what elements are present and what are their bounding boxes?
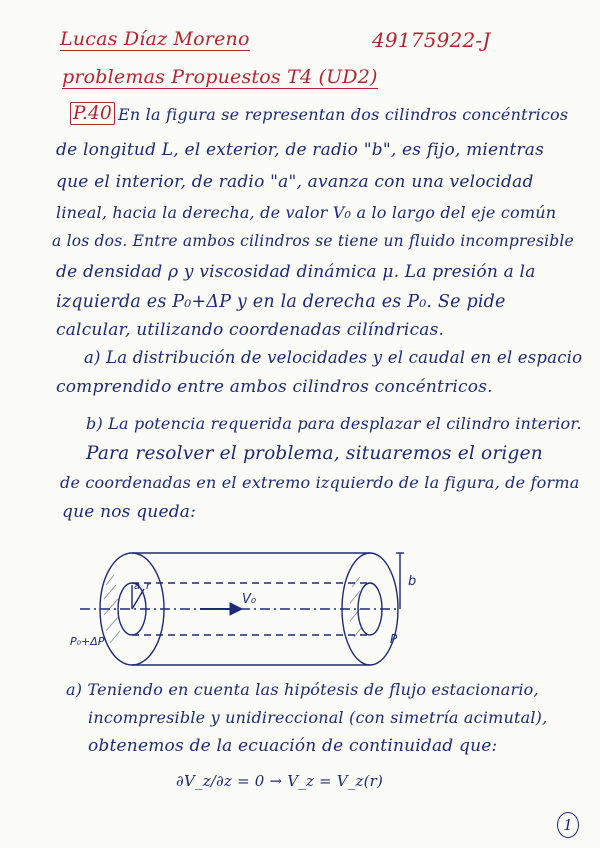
statement-line-5: a los dos. Entre ambos cilindros se tiene un fluido incompresible (52, 232, 574, 250)
part-b-line: b) La potencia requerida para desplazar el cilindro interior. (86, 414, 582, 433)
solution-intro-2: de coordenadas en el extremo izquierdo de la figura, de forma (60, 473, 580, 492)
student-id: 49175922-J (372, 28, 491, 52)
solution-intro-3: que nos queda: (62, 502, 197, 522)
part-a-line-1: a) La distribución de velocidades y el caudal en el espacio (84, 348, 583, 367)
author-name: Lucas Díaz Moreno (60, 28, 250, 50)
statement-line-7: izquierda es P₀+ΔP y en la derecha es P₀. Se pide (56, 292, 506, 312)
statement-line-2: de longitud L, el exterior, de radio "b", es fijo, mientras (56, 140, 545, 160)
part-a-line-2: comprendido entre ambos cilindros concéntricos. (56, 377, 493, 397)
label-v0: V₀ (242, 592, 257, 607)
solution-a-line-1: a) Teniendo en cuenta las hipótesis de flujo estacionario, (66, 680, 539, 699)
concentric-cylinders-figure (70, 545, 430, 675)
label-right-pressure: P (390, 632, 398, 646)
statement-line-1: En la figura se representan dos cilindros concéntricos (118, 105, 569, 124)
solution-a-line-3: obtenemos de la ecuación de continuidad que: (88, 736, 498, 756)
solution-a-line-2: incompresible y unidireccional (con simetría acimutal), (88, 708, 548, 727)
problem-label: P.40 (70, 103, 115, 124)
solution-intro-1: Para resolver el problema, situaremos el origen (86, 443, 543, 464)
statement-line-6: de densidad ρ y viscosidad dinámica μ. La presión a la (56, 262, 536, 282)
statement-line-4: lineal, hacia la derecha, de valor V₀ a lo largo del eje común (56, 203, 557, 222)
statement-line-3: que el interior, de radio "a", avanza con una velocidad (56, 172, 534, 192)
label-left-pressure: P₀+ΔP (70, 635, 105, 648)
worksheet-subtitle: problemas Propuestos T4 (UD2) (62, 66, 378, 88)
label-b: b (408, 574, 417, 589)
label-r: r (146, 581, 151, 592)
label-a: a (134, 581, 141, 592)
page-number: 1 (557, 812, 579, 838)
statement-line-8: calcular, utilizando coordenadas cilíndricas. (56, 320, 445, 340)
continuity-equation: ∂V_z/∂z = 0 → V_z = V_z(r) (176, 772, 384, 790)
